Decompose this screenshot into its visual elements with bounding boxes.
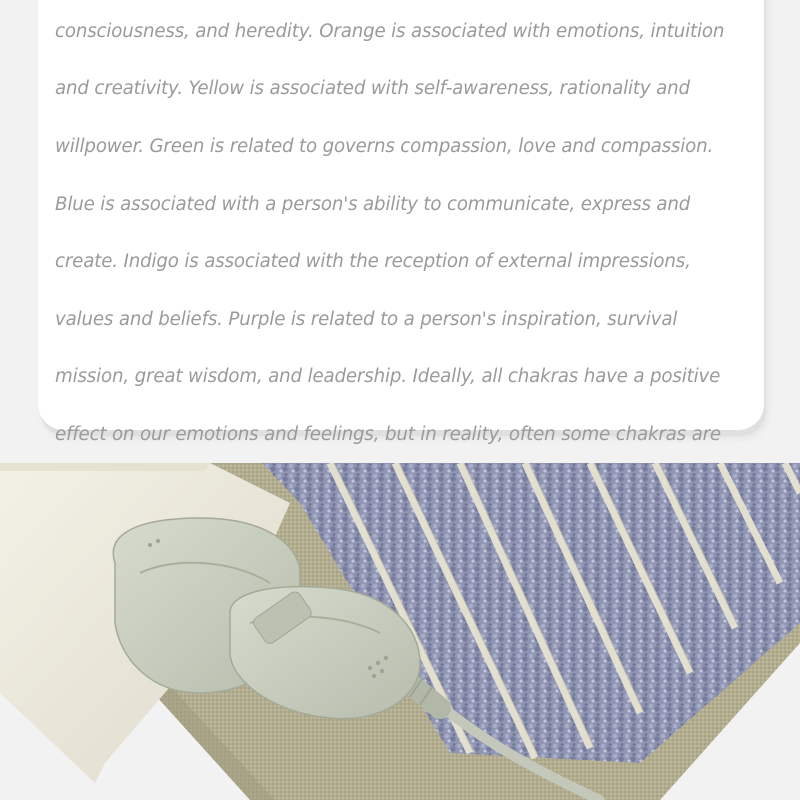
description-line: Blue is associated with a person's ability to communicate, express and <box>55 193 691 215</box>
description-line: effect on our emotions and feelings, but in reality, often some chakras are <box>55 423 721 445</box>
description-line: and creativity. Yellow is associated with self-awareness, rationality and <box>55 78 690 100</box>
description-line: create. Indigo is associated with the reception of external impressions, <box>55 251 691 273</box>
product-photo <box>0 463 800 800</box>
gemstone-mat-illustration <box>0 463 800 800</box>
description-line: values and beliefs. Purple is related to a person's inspiration, survival <box>55 308 678 330</box>
description-line: willpower. Green is related to governs compassion, love and compassion. <box>55 135 714 157</box>
description-line: consciousness, and heredity. Orange is associated with emotions, intuition <box>55 20 725 42</box>
description-line: mission, great wisdom, and leadership. Ideally, all chakras have a positive <box>55 366 721 388</box>
